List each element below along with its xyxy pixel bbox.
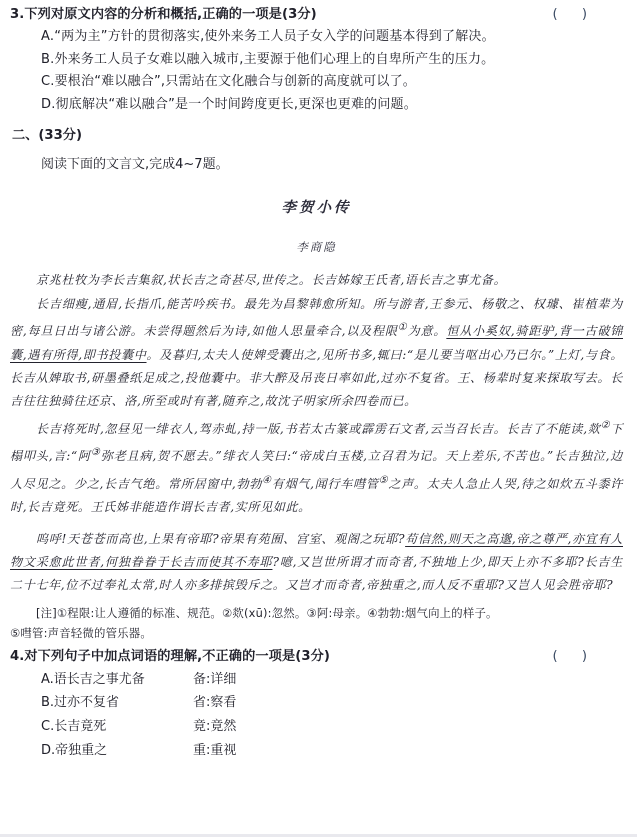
question-3-answer-box[interactable]: ( ) bbox=[552, 7, 597, 22]
question-4-option-a-gloss: 备:详细 bbox=[193, 671, 237, 687]
passage-p3-segment-c: 弥老且病,贺不愿去。”绯衣人笑曰:“帝成白玉楼,立召君为记。天上差乐,不苦也。”长吉独泣,边人尽见之。少之,长吉气绝。常所居窗中,勃勃 bbox=[10, 449, 623, 491]
note-marker-2: ② bbox=[600, 419, 611, 431]
note-marker-4: ④ bbox=[262, 474, 272, 486]
passage-paragraph-4 bbox=[10, 528, 623, 598]
passage-p2-segment-a: 长吉细瘦,通眉,长指爪,能苦吟疾书。最先为昌黎韩愈所知。所与游者,王参元、杨敬之、权璩、崔植辈为密,每旦日出与诸公游。未尝得题然后为诗,如他人思量牵合,以及程限 bbox=[10, 296, 623, 339]
question-4-stem: 4.对下列句子中加点词语的理解,不正确的一项是(3分) bbox=[10, 648, 331, 664]
question-4-option-d-label: D.帝独重之 bbox=[41, 742, 108, 758]
note-marker-3: ③ bbox=[90, 447, 101, 459]
passage-p4-segment-b: ?噫,又岂世所谓才而奇者,不独地上少,即天上亦不多耶?长吉生二十七年,位不过奉礼太常,时人亦多排摈毁斥之。又岂才而奇者,帝独重之,而人反不重耶?又岂人见会胜帝耶? bbox=[10, 554, 623, 593]
question-4-option-b[interactable] bbox=[10, 691, 623, 715]
passage-paragraph-1-text: 京兆杜牧为李长吉集叙,状长吉之奇甚尽,世传之。长吉姊嫁王氏者,语长吉之事尤备。 bbox=[36, 273, 507, 288]
passage-author: 李商隐 bbox=[296, 240, 337, 255]
passage-p3-segment-e: 之声。太夫人急止人哭,待之如炊五斗黍许时,长吉竟死。王氏姊非能造作谓长吉者,实所见如此。 bbox=[10, 476, 623, 515]
question-4-option-c-label: C.长吉竟死 bbox=[41, 718, 107, 734]
passage-p4-segment-a: 呜呼!天苍苍而高也,上果有帝耶?帝果有苑囿、宫室、观阁之玩耶? bbox=[36, 531, 406, 546]
question-4-option-a[interactable] bbox=[10, 668, 623, 692]
passage-p2-segment-b: 为意。 bbox=[407, 324, 447, 339]
question-4-option-b-gloss: 省:察看 bbox=[193, 695, 237, 711]
passage-notes-line-2: ⑤嘒管:声音轻微的管乐器。 bbox=[10, 625, 152, 640]
note-marker-5: ⑤ bbox=[378, 474, 389, 486]
section-2-instruction: 阅读下面的文言文,完成4~7题。 bbox=[41, 157, 229, 173]
passage-paragraph-1 bbox=[10, 269, 623, 292]
note-marker-1: ① bbox=[397, 322, 408, 334]
passage-notes-line-1: [注]①程限:让人遵循的标准、规范。②欻(xū):忽然。③阿:母亲。④勃勃:烟气向上的样子。 bbox=[36, 605, 498, 620]
question-3-stem: 3.下列对原文内容的分析和概括,正确的一项是(3分) bbox=[10, 7, 317, 22]
question-3-option-d[interactable]: D.彻底解决“难以融合”是一个时间跨度更长,更深也更难的问题。 bbox=[41, 96, 417, 112]
passage-paragraph-3 bbox=[10, 414, 623, 520]
passage-paragraph-2 bbox=[10, 293, 623, 414]
question-4-option-a-label: A.语长吉之事尤备 bbox=[41, 671, 145, 687]
question-4-answer-box[interactable]: ( ) bbox=[552, 648, 597, 664]
passage-title: 李贺小传 bbox=[281, 199, 352, 217]
passage-p2-segment-c: 。及暮归,太夫人使婢受囊出之,见所书多,辄曰:“是儿要当呕出心乃已尔。”上灯,与食。长吉从婢取书,研墨叠纸足成之,投他囊中。非大醉及吊丧日率如此,过亦不复省。王、杨辈时复来探取写去。长吉往往独骑往还京、洛,所至或时有著,随弃之,故沈子明家所余四卷而已。 bbox=[10, 347, 624, 409]
question-4-option-c[interactable] bbox=[10, 715, 623, 739]
passage-p3-segment-a: 长吉将死时,忽昼见一绯衣人,驾赤虬,持一版,书若太古篆或霹雳石文者,云当召长吉。长吉了不能读,欻 bbox=[36, 421, 601, 436]
question-3-stem-row bbox=[10, 4, 623, 26]
question-3-option-b[interactable]: B.外来务工人员子女难以融入城市,主要源于他们心理上的自卑所产生的压力。 bbox=[41, 51, 495, 67]
question-4-option-d-gloss: 重:重视 bbox=[193, 742, 237, 758]
question-4-option-d[interactable] bbox=[10, 739, 623, 763]
section-2-heading: 二、(33分) bbox=[12, 128, 82, 144]
question-4-option-c-gloss: 竟:竟然 bbox=[193, 718, 237, 734]
passage-p2-underlined: 恒从小奚奴,骑距驴,背一古破锦囊,遇有所得,即书投囊中 bbox=[10, 324, 624, 362]
passage-p3-segment-d: 有烟气,闻行车嘒管 bbox=[271, 476, 379, 491]
passage-p4-underlined: 苟信然,则天之高邈,帝之尊严,亦宜有人物文采愈此世者,何独眷眷于长吉而使其不寿耶 bbox=[10, 531, 623, 569]
question-4-option-b-label: B.过亦不复省 bbox=[41, 695, 120, 711]
question-3-option-c[interactable]: C.要根治“难以融合”,只需站在文化融合与创新的高度就可以了。 bbox=[41, 74, 417, 90]
question-4-stem-row bbox=[10, 646, 623, 668]
paragraph-spacer bbox=[10, 520, 623, 528]
question-3-option-a[interactable]: A.“两为主”方针的贯彻落实,使外来务工人员子女入学的问题基本得到了解决。 bbox=[41, 29, 495, 44]
passage-p3-segment-b: 下榻叩头,言:“阿 bbox=[10, 421, 623, 464]
